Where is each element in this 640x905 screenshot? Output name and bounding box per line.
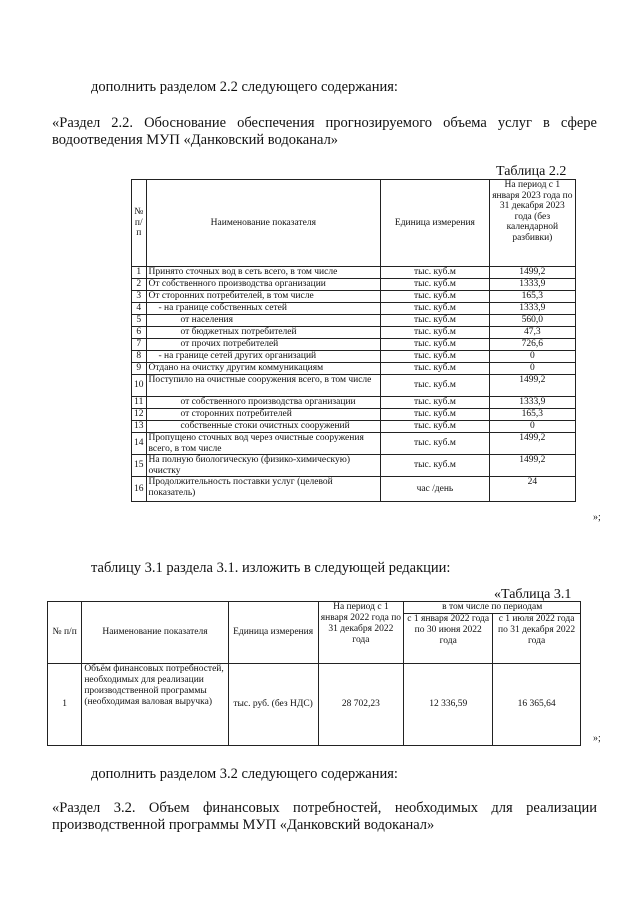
cell-value: 165,3	[489, 409, 575, 421]
table-row	[132, 455, 576, 477]
header-name: Наименование показателя	[146, 180, 381, 267]
cell-unit: тыс. куб.м	[381, 291, 490, 303]
cell-num: 16	[132, 477, 147, 502]
cell-name: От сторонних потребителей, в том числе	[146, 291, 381, 303]
cell-unit: тыс. куб.м	[381, 279, 490, 291]
cell-value: 165,3	[489, 291, 575, 303]
cell-num: 2	[132, 279, 147, 291]
cell-unit: тыс. куб.м	[381, 397, 490, 409]
cell-num: 15	[132, 455, 147, 477]
cell-num: 11	[132, 397, 147, 409]
t31-header-p2: с 1 июля 2022 года по 31 декабря 2022 года	[493, 614, 581, 664]
t31-cell-unit: тыс. руб. (без НДС)	[228, 664, 318, 746]
t31-cell-name: Объём финансовых потребностей, необходимых для реализации производственной программы (необходимая валовая выручка)	[82, 664, 228, 746]
header-period: На период с 1 января 2023 года по 31 декабря 2023 года (без календарной разбивки)	[489, 180, 575, 267]
cell-num: 1	[132, 267, 147, 279]
section-2-2-heading: «Раздел 2.2. Обоснование обеспечения прогнозируемого объема услуг в сфере водоотведения МУП «Данковский водоканал»	[52, 115, 597, 148]
table-row	[132, 421, 576, 433]
table-row	[132, 409, 576, 421]
cell-name: - на границе собственных сетей	[146, 303, 381, 315]
cell-value: 24	[489, 477, 575, 502]
cell-num: 7	[132, 339, 147, 351]
cell-value: 0	[489, 351, 575, 363]
cell-name: Продолжительность поставки услуг (целевой показатель)	[146, 477, 381, 502]
cell-name: от населения	[146, 315, 381, 327]
table-2-2-closing: »;	[593, 512, 601, 523]
cell-unit: тыс. куб.м	[381, 303, 490, 315]
section-3-2-heading: «Раздел 3.2. Объем финансовых потребностей, необходимых для реализации производственной программы МУП «Данковский водоканал»	[52, 800, 597, 833]
table-row	[132, 327, 576, 339]
cell-num: 12	[132, 409, 147, 421]
cell-unit: тыс. куб.м	[381, 455, 490, 477]
cell-unit: час /день	[381, 477, 490, 502]
table-3-1-closing: »;	[593, 733, 601, 744]
cell-value: 1499,2	[489, 455, 575, 477]
t31-cell-num: 1	[48, 664, 82, 746]
cell-value: 1499,2	[489, 433, 575, 455]
t31-header-group: в том числе по периодам	[404, 602, 581, 614]
cell-num: 10	[132, 375, 147, 397]
cell-value: 726,6	[489, 339, 575, 351]
table-3-1-caption: «Таблица 3.1	[494, 587, 572, 602]
table-3-1	[47, 601, 581, 746]
intro-add-section-2-2: дополнить разделом 2.2 следующего содержания:	[91, 79, 398, 95]
t31-header-name: Наименование показателя	[82, 602, 228, 664]
cell-unit: тыс. куб.м	[381, 327, 490, 339]
cell-value: 47,3	[489, 327, 575, 339]
cell-value: 1499,2	[489, 267, 575, 279]
t31-header-unit: Единица измерения	[228, 602, 318, 664]
cell-num: 6	[132, 327, 147, 339]
t31-header-p1: с 1 января 2022 года по 30 июня 2022 года	[404, 614, 493, 664]
cell-name: Принято сточных вод в сеть всего, в том числе	[146, 267, 381, 279]
cell-num: 5	[132, 315, 147, 327]
cell-name: от сторонних потребителей	[146, 409, 381, 421]
table-row	[132, 339, 576, 351]
intro-table-3-1: таблицу 3.1 раздела 3.1. изложить в следующей редакции:	[91, 560, 451, 576]
cell-unit: тыс. куб.м	[381, 315, 490, 327]
table-row	[132, 303, 576, 315]
table-row	[132, 267, 576, 279]
cell-name: Поступило на очистные сооружения всего, в том числе	[146, 375, 381, 397]
cell-num: 3	[132, 291, 147, 303]
cell-value: 1333,9	[489, 397, 575, 409]
t31-header-period: На период с 1 января 2022 года по 31 декабря 2022 года	[318, 602, 404, 664]
cell-unit: тыс. куб.м	[381, 409, 490, 421]
cell-value: 1333,9	[489, 279, 575, 291]
header-num: № п/п	[132, 180, 147, 267]
table-2-2	[131, 179, 576, 502]
cell-unit: тыс. куб.м	[381, 351, 490, 363]
table-row	[132, 291, 576, 303]
cell-name: от прочих потребителей	[146, 339, 381, 351]
cell-unit: тыс. куб.м	[381, 433, 490, 455]
cell-value: 1499,2	[489, 375, 575, 397]
cell-num: 8	[132, 351, 147, 363]
cell-unit: тыс. куб.м	[381, 267, 490, 279]
table-row	[132, 375, 576, 397]
table-row	[132, 433, 576, 455]
cell-unit: тыс. куб.м	[381, 375, 490, 397]
table-row	[48, 664, 581, 746]
table-row	[132, 315, 576, 327]
cell-name: Пропущено сточных вод через очистные сооружения всего, в том числе	[146, 433, 381, 455]
cell-num: 13	[132, 421, 147, 433]
cell-value: 560,0	[489, 315, 575, 327]
cell-name: На полную биологическую (физико-химическую) очистку	[146, 455, 381, 477]
cell-value: 0	[489, 421, 575, 433]
cell-name: от собственного производства организации	[146, 397, 381, 409]
table-row	[132, 279, 576, 291]
table-2-2-caption: Таблица 2.2	[496, 164, 567, 179]
table-3-1-header-row-1	[48, 602, 581, 614]
cell-name: Отдано на очистку другим коммуникациям	[146, 363, 381, 375]
cell-num: 9	[132, 363, 147, 375]
table-row	[132, 363, 576, 375]
table-row	[132, 351, 576, 363]
t31-cell-total: 28 702,23	[318, 664, 404, 746]
cell-unit: тыс. куб.м	[381, 421, 490, 433]
cell-name: От собственного производства организации	[146, 279, 381, 291]
t31-cell-p1: 12 336,59	[404, 664, 493, 746]
cell-name: - на границе сетей других организаций	[146, 351, 381, 363]
t31-header-num: № п/п	[48, 602, 82, 664]
table-row	[132, 477, 576, 502]
cell-value: 1333,9	[489, 303, 575, 315]
table-2-2-header	[132, 180, 576, 267]
cell-name: собственные стоки очистных сооружений	[146, 421, 381, 433]
cell-num: 4	[132, 303, 147, 315]
t31-cell-p2: 16 365,64	[493, 664, 581, 746]
cell-value: 0	[489, 363, 575, 375]
header-unit: Единица измерения	[381, 180, 490, 267]
intro-add-section-3-2: дополнить разделом 3.2 следующего содержания:	[91, 766, 398, 782]
cell-unit: тыс. куб.м	[381, 363, 490, 375]
cell-unit: тыс. куб.м	[381, 339, 490, 351]
cell-num: 14	[132, 433, 147, 455]
table-row	[132, 397, 576, 409]
cell-name: от бюджетных потребителей	[146, 327, 381, 339]
